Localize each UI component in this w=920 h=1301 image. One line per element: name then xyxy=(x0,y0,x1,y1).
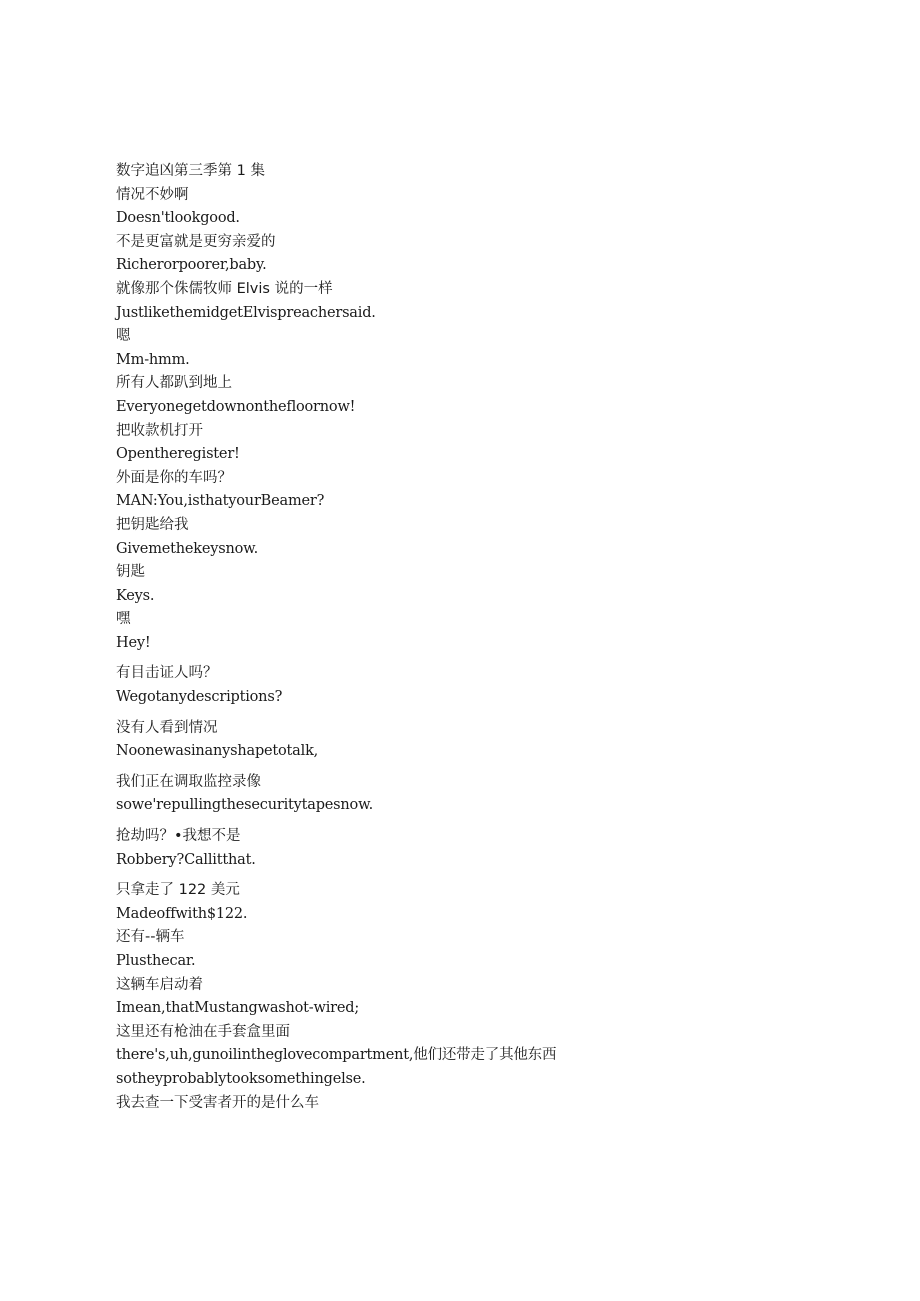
subtitle-line: 不是更富就是更穷亲爱的 xyxy=(116,233,276,250)
subtitle-line: Robbery?Callitthat. xyxy=(116,851,256,868)
document-title: 数字追凶第三季第 1 集 xyxy=(116,163,265,179)
subtitle-line: Opentheregister! xyxy=(116,446,240,463)
subtitle-line: 我们正在调取监控录像 xyxy=(116,773,261,790)
subtitle-line: there's,uh,gunoilintheglovecompartment,他们还带走了其他东西 xyxy=(116,1047,557,1064)
subtitle-line: 有目击证人吗？ xyxy=(116,665,218,682)
subtitle-line: 就像那个侏儒牧师 Elvis 说的一样 xyxy=(116,280,333,297)
subtitle-line: 把收款机打开 xyxy=(116,422,203,439)
subtitle-line: 我去查一下受害者开的是什么车 xyxy=(116,1094,319,1111)
subtitle-line: 钥匙 xyxy=(116,564,145,581)
subtitle-line: 所有人都趴到地上 xyxy=(116,375,232,392)
subtitle-line: Hey! xyxy=(116,634,151,651)
subtitle-line: Givemethekeysnow. xyxy=(116,540,259,557)
subtitle-line: JustlikethemidgetElvispreachersaid. xyxy=(116,304,376,321)
subtitle-line: 嘿 xyxy=(116,611,131,628)
subtitle-line: sowe'repullingthesecuritytapesnow. xyxy=(116,797,373,814)
subtitle-line: Wegotanydescriptions? xyxy=(116,689,283,706)
subtitle-line: 外面是你的车吗？ xyxy=(116,469,232,486)
subtitle-line: 把钥匙给我 xyxy=(116,516,189,533)
subtitle-line: sotheyprobablytooksomethingelse. xyxy=(116,1070,366,1087)
subtitle-line: 嗯 xyxy=(116,328,131,345)
subtitle-line: 只拿走了 122 美元 xyxy=(116,882,240,899)
subtitle-line: Plusthecar. xyxy=(116,953,196,969)
subtitle-line: Everyonegetdownonthefloornow! xyxy=(116,398,356,415)
subtitle-line: 没有人看到情况 xyxy=(116,719,218,736)
subtitle-line: Keys. xyxy=(116,587,155,604)
document-body xyxy=(116,160,816,1115)
subtitle-line: Noonewasinanyshapetotalk, xyxy=(116,743,319,760)
subtitle-line: 还有--辆车 xyxy=(116,929,185,946)
subtitle-line: Madeoffwith$122. xyxy=(116,905,248,922)
subtitle-line: 情况不妙啊 xyxy=(116,186,189,203)
subtitle-line: Imean,thatMustangwashot-wired; xyxy=(116,1000,360,1017)
subtitle-line: 这里还有枪油在手套盒里面 xyxy=(116,1023,290,1040)
subtitle-line: Doesn'tlookgood. xyxy=(116,210,240,227)
subtitle-line: Mm-hmm. xyxy=(116,351,190,368)
subtitle-line: Richerorpoorer,baby. xyxy=(116,257,267,274)
subtitle-line: 这辆车启动着 xyxy=(116,976,203,993)
subtitle-line: 抢劫吗？•我想不是 xyxy=(116,828,241,845)
subtitle-line: MAN:You,isthatyourBeamer? xyxy=(116,493,325,510)
